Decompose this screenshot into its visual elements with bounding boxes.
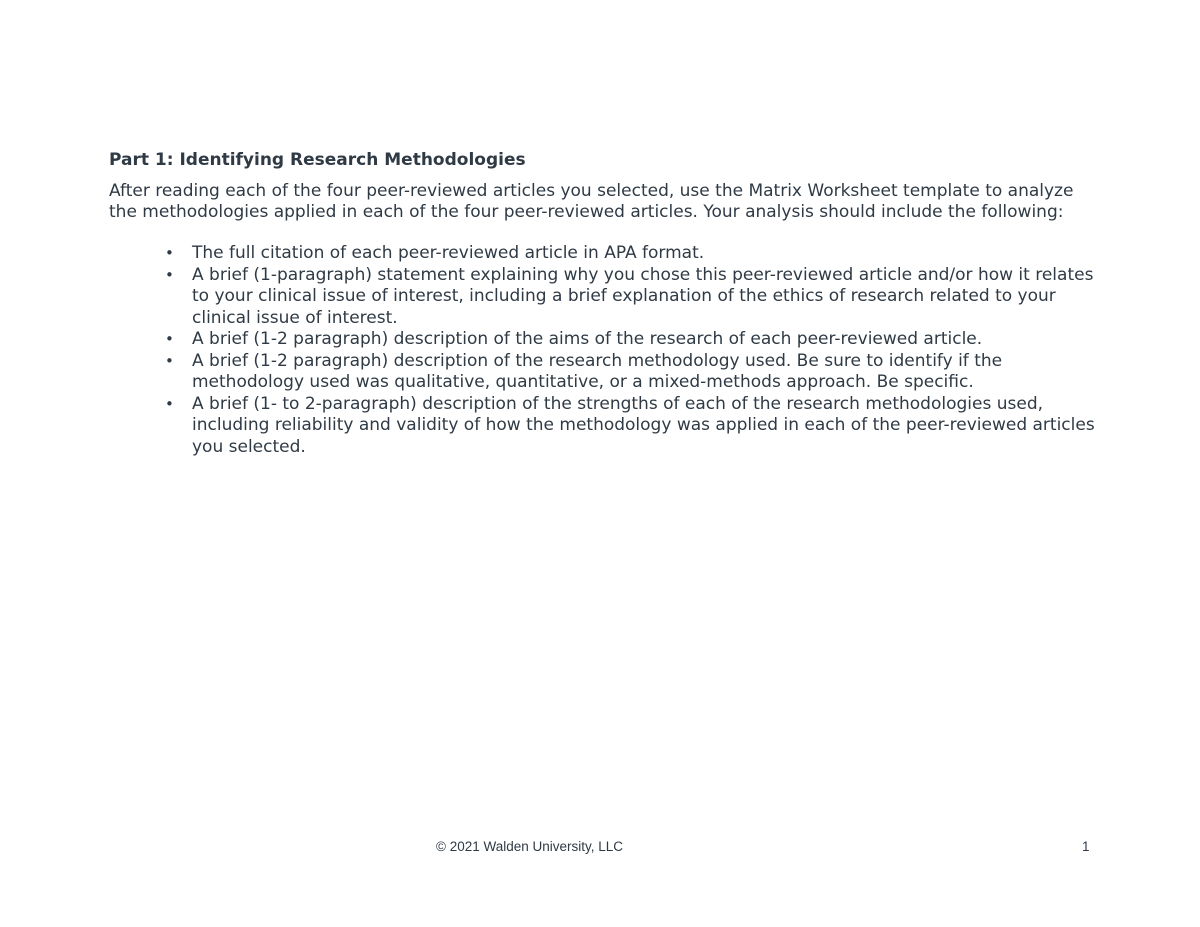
list-item — [165, 243, 1099, 265]
list-item — [165, 350, 1099, 394]
footer-copyright: © 2021 Walden University, LLC — [436, 839, 624, 854]
bullet-icon: • — [165, 265, 174, 284]
section-content — [109, 149, 1099, 458]
requirements-list — [109, 243, 1099, 458]
list-item-text: A brief (1-2 paragraph) description of the aims of the research of each peer-reviewed article. — [192, 329, 983, 349]
list-item-text: A brief (1-paragraph) statement explaining why you chose this peer-reviewed article and/or how it relates to your clinical issue of interest, including a brief explanation of the ethics of research related to your clinical issue of interest. — [192, 264, 1094, 328]
bullet-icon: • — [165, 351, 174, 370]
list-item — [165, 329, 1099, 351]
bullet-icon: • — [165, 330, 174, 348]
bullet-icon: • — [165, 394, 174, 413]
list-item — [165, 264, 1099, 330]
list-item-text: The full citation of each peer-reviewed article in APA format. — [192, 243, 705, 263]
bullet-icon: • — [165, 244, 174, 262]
list-item-text: A brief (1-2 paragraph) description of the research methodology used. Be sure to identify if the methodology used was qualitative, quantitative, or a mixed-methods approach. Be specific. — [192, 350, 1003, 392]
page-number: 1 — [1082, 839, 1090, 854]
section-heading: Part 1: Identifying Research Methodologies — [109, 150, 526, 170]
list-item-text: A brief (1- to 2-paragraph) description of the strengths of each of the research methodologies used, including reliability and validity of how the methodology was applied in each of the peer-reviewed articles you selected. — [192, 393, 1095, 457]
list-item — [165, 393, 1099, 459]
intro-paragraph: After reading each of the four peer-reviewed articles you selected, use the Matrix Worksheet template to analyze the methodologies applied in each of the four peer-reviewed articles. Your analysis should include the following: — [109, 181, 1074, 222]
